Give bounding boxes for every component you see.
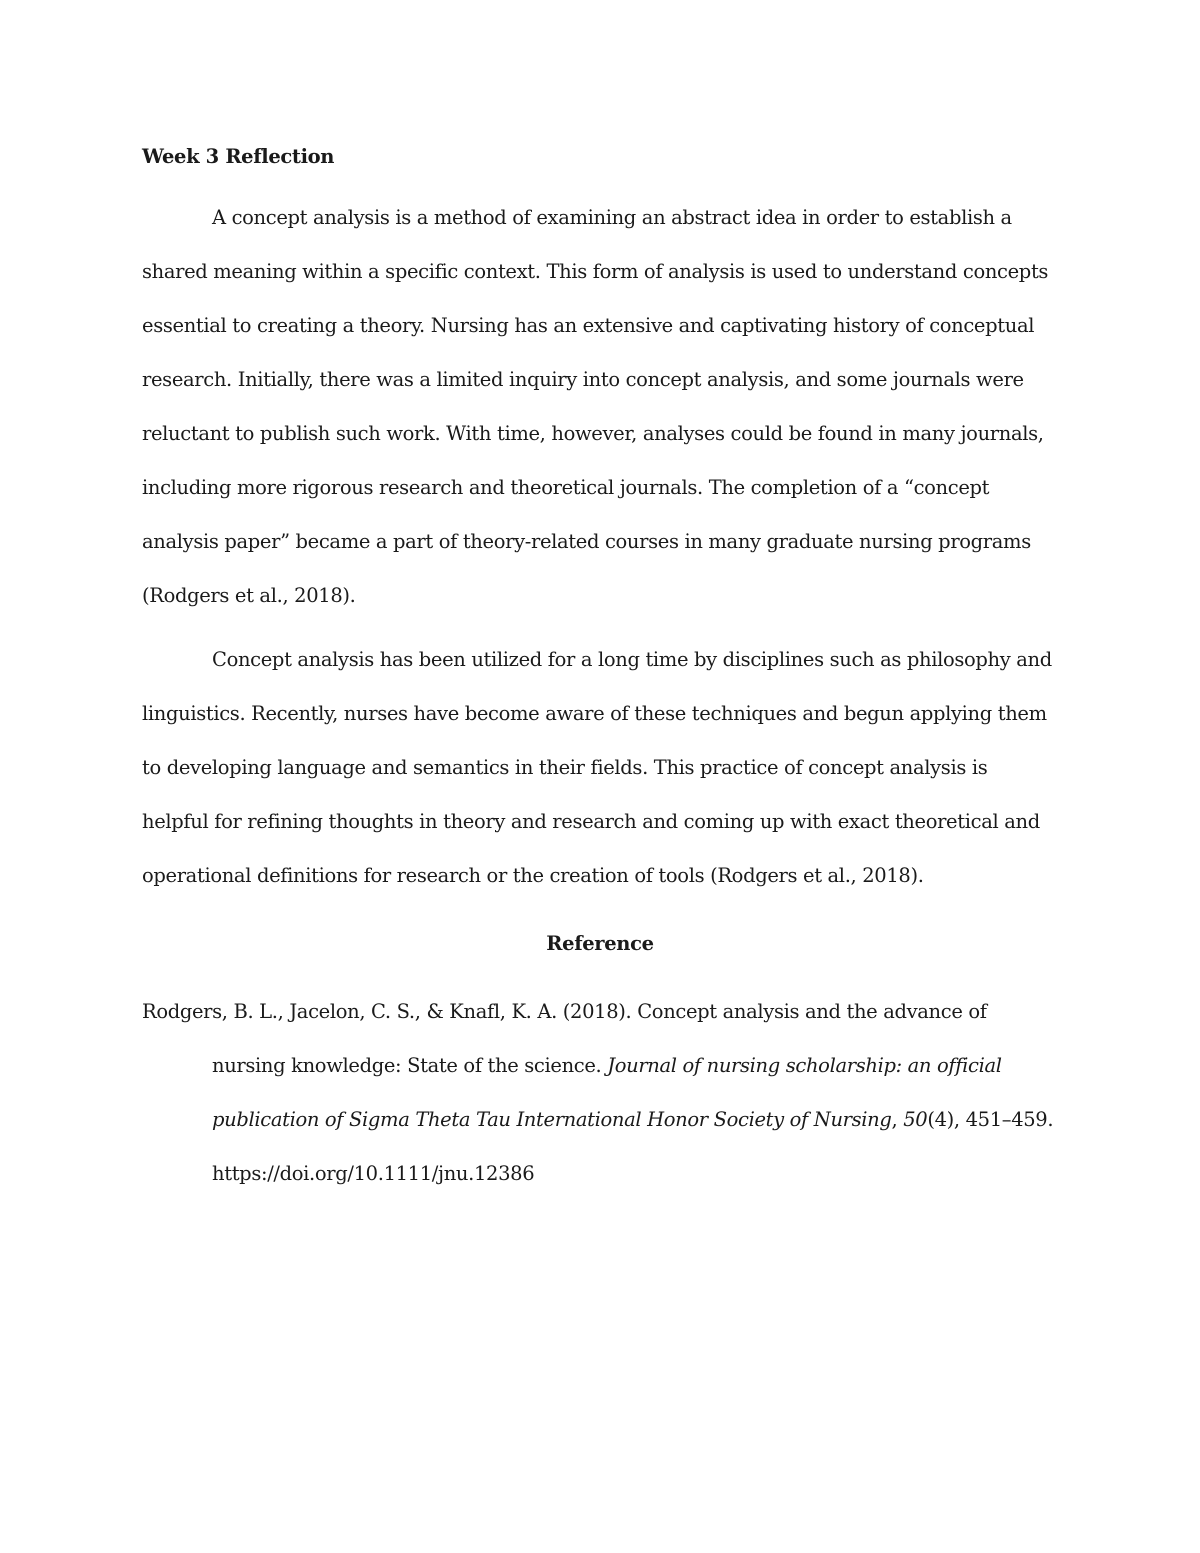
reference-entry	[142, 985, 1058, 1201]
reference-heading: Reference	[546, 932, 654, 955]
reference-authors-title: Rodgers, B. L., Jacelon, C. S., & Knafl, K. A. (2018). Concept analysis and the advance of nursing knowledge: State of the science.	[142, 1000, 987, 1077]
paragraph-concept-analysis-definition: A concept analysis is a method of examining an abstract idea in order to establish a shared meaning within a specific context. This form of analysis is used to understand concepts essential to creating a theory. Nursing has an extensive and captivating history of conceptual research. Initially, there was a limited inquiry into concept analysis, and some journals were reluctant to publish such work. With time, however, analyses could be found in many journals, including more rigorous research and theoretical journals. The completion of a “concept analysis paper” became a part of theory-related courses in many graduate nursing programs (Rodgers et al., 2018).	[142, 206, 1049, 607]
reference-journal: Journal of nursing scholarship: an official publication of Sigma Theta Tau International Honor Society of Nursing	[212, 1054, 1002, 1131]
reference-volume: 50	[903, 1108, 928, 1131]
reference-issue-pages: (4), 451–459.	[927, 1108, 1054, 1131]
reference-separator: ,	[891, 1108, 904, 1131]
document-title: Week 3 Reflection	[142, 145, 335, 168]
reference-doi: https://doi.org/10.1111/jnu.12386	[212, 1162, 535, 1185]
paragraph-concept-analysis-disciplines: Concept analysis has been utilized for a long time by disciplines such as philosophy and linguistics. Recently, nurses have become aware of these techniques and begun applying them to developing language and semantics in their fields. This practice of concept analysis is helpful for refining thoughts in theory and research and coming up with exact theoretical and operational definitions for research or the creation of tools (Rodgers et al., 2018).	[142, 648, 1052, 887]
document-body	[142, 140, 1058, 1201]
